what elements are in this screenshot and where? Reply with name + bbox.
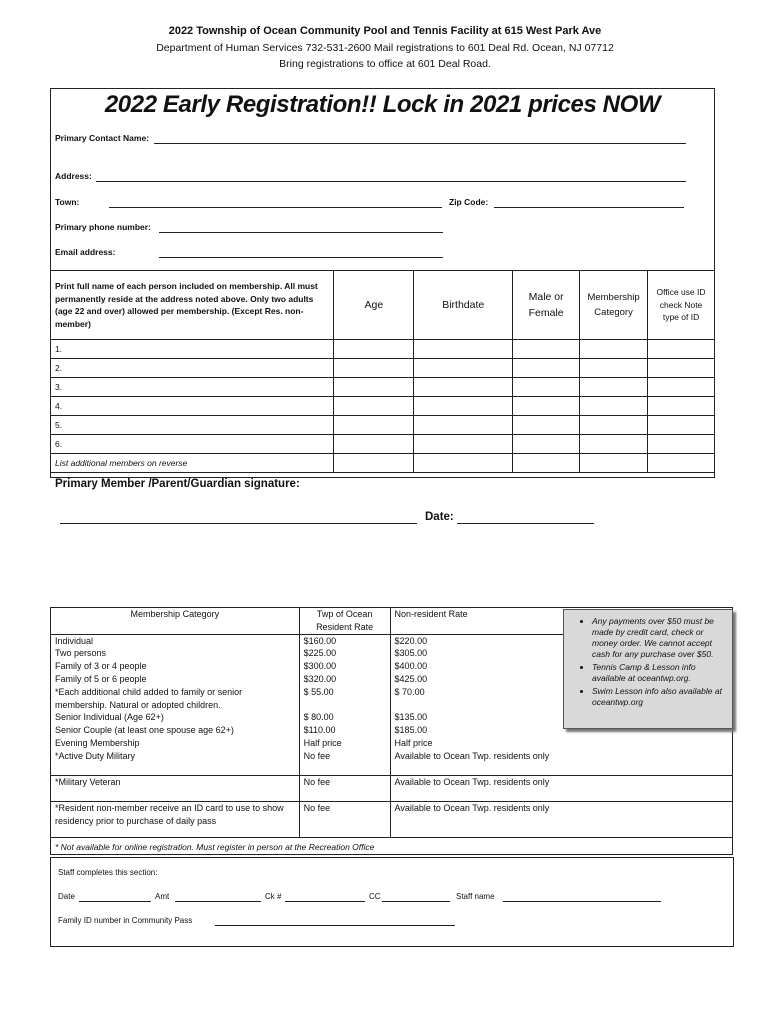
date-label: Date: bbox=[425, 511, 454, 523]
additional-members-note: List additional members on reverse bbox=[51, 454, 334, 473]
rate-nonresident: Half price bbox=[390, 737, 732, 750]
rate-category: Senior Individual (Age 62+) bbox=[51, 711, 300, 724]
members-instruction: Print full name of each person included on membership. All must permanently reside at the address noted above. Only two adults (age 22 and over) allowed per membership. (Except Res. non-member) bbox=[51, 271, 334, 340]
zip-field[interactable] bbox=[494, 197, 684, 208]
rate-category: Two persons bbox=[51, 647, 300, 660]
payment-info-callout bbox=[563, 609, 733, 729]
col-age-header: Age bbox=[334, 271, 414, 340]
rate-resident: $110.00 bbox=[299, 724, 390, 737]
address-label: Address: bbox=[55, 171, 92, 181]
rate-category: Family of 3 or 4 people bbox=[51, 660, 300, 673]
rate-resident: $300.00 bbox=[299, 660, 390, 673]
member-row-number: 4. bbox=[51, 397, 334, 416]
town-label: Town: bbox=[55, 197, 80, 207]
staff-name-field[interactable] bbox=[503, 892, 661, 902]
staff-ck-field[interactable] bbox=[285, 892, 365, 902]
town-field[interactable] bbox=[109, 197, 442, 208]
member-row-number: 6. bbox=[51, 435, 334, 454]
rate-resident: $160.00 bbox=[299, 634, 390, 647]
rate-category: *Resident non-member receive an ID card to use to show residency prior to purchase of daily pass bbox=[51, 802, 300, 838]
address-field[interactable] bbox=[96, 171, 686, 182]
staff-section bbox=[50, 857, 734, 947]
rate-resident: Half price bbox=[299, 737, 390, 750]
additional-members-row bbox=[51, 454, 715, 473]
staff-name-label: Staff name bbox=[456, 892, 495, 901]
rate-nonresident: $220.00 bbox=[390, 634, 732, 647]
rate-resident: No fee bbox=[299, 802, 390, 838]
staff-date-label: Date bbox=[58, 892, 75, 901]
rate-resident: $ 55.00 bbox=[299, 686, 390, 712]
rate-nonresident: Available to Ocean Twp. residents only bbox=[390, 776, 732, 802]
form-title: 2022 Early Registration!! Lock in 2021 prices NOW bbox=[104, 91, 661, 118]
staff-cc-label: CC bbox=[369, 892, 381, 901]
rate-category: *Each additional child added to family or senior membership. Natural or adopted children. bbox=[51, 686, 300, 712]
rate-category: Senior Couple (at least one spouse age 62+) bbox=[51, 724, 300, 737]
note-tennis: • Tennis Camp & Lesson info available at oceantwp.org. bbox=[592, 662, 728, 684]
date-field[interactable] bbox=[457, 513, 594, 524]
rates-footnote-row bbox=[51, 838, 733, 855]
phone-field[interactable] bbox=[159, 222, 443, 233]
rate-category: Individual bbox=[51, 634, 300, 647]
zip-label: Zip Code: bbox=[449, 197, 489, 207]
col-sex-header: Male or Female bbox=[513, 271, 580, 340]
primary-contact-field[interactable] bbox=[154, 133, 686, 144]
staff-ck-label: Ck # bbox=[265, 892, 282, 901]
rate-resident: No fee bbox=[299, 776, 390, 802]
header-line-1: 2022 Township of Ocean Community Pool and Tennis Facility at 615 West Park Ave bbox=[168, 25, 602, 37]
rate-category: *Active Duty Military bbox=[51, 750, 300, 776]
rate-resident: $225.00 bbox=[299, 647, 390, 660]
rate-nonresident: Available to Ocean Twp. residents only bbox=[390, 750, 732, 776]
rate-resident: No fee bbox=[299, 750, 390, 776]
col-category-header: Membership Category bbox=[580, 271, 648, 340]
family-id-label: Family ID number in Community Pass bbox=[58, 916, 193, 925]
rate-resident: $ 80.00 bbox=[299, 711, 390, 724]
email-field[interactable] bbox=[159, 247, 443, 258]
rate-nonresident: $400.00 bbox=[390, 660, 732, 673]
signature-label: Primary Member /Parent/Guardian signature: bbox=[55, 478, 300, 490]
col-birthdate-header: Birthdate bbox=[414, 271, 513, 340]
rate-category: *Military Veteran bbox=[51, 776, 300, 802]
rate-nonresident: $305.00 bbox=[390, 647, 732, 660]
member-row-number: 3. bbox=[51, 378, 334, 397]
rates-header-category: Membership Category bbox=[51, 608, 300, 635]
col-office-header: Office use ID check Note type of ID bbox=[648, 271, 715, 340]
header-line-3: Bring registrations to office at 601 Deal Road. bbox=[279, 58, 491, 70]
staff-heading: Staff completes this section: bbox=[58, 868, 158, 877]
rate-nonresident: $185.00 bbox=[390, 724, 732, 737]
rate-row bbox=[51, 802, 733, 838]
staff-amt-field[interactable] bbox=[175, 892, 261, 902]
member-row-number: 1. bbox=[51, 340, 334, 359]
rates-header-nonresident: Non-resident Rate bbox=[390, 608, 732, 635]
members-header-row bbox=[51, 271, 715, 340]
email-label: Email address: bbox=[55, 247, 116, 257]
note-swim: • Swim Lesson info also available at oceantwp.org bbox=[592, 686, 728, 708]
rates-footnote: * Not available for online registration. Must register in person at the Recreation Office bbox=[51, 838, 733, 855]
rate-row bbox=[51, 737, 733, 750]
rate-resident: $320.00 bbox=[299, 673, 390, 686]
staff-cc-field[interactable] bbox=[382, 892, 450, 902]
rate-nonresident: $ 70.00 bbox=[390, 686, 732, 712]
rate-row bbox=[51, 750, 733, 776]
member-row[interactable] bbox=[51, 416, 715, 435]
staff-amt-label: Amt bbox=[155, 892, 170, 901]
rate-nonresident: Available to Ocean Twp. residents only bbox=[390, 802, 732, 838]
member-row-number: 2. bbox=[51, 359, 334, 378]
member-row[interactable] bbox=[51, 397, 715, 416]
member-row[interactable] bbox=[51, 435, 715, 454]
member-row-number: 5. bbox=[51, 416, 334, 435]
rate-category: Family of 5 or 6 people bbox=[51, 673, 300, 686]
staff-date-field[interactable] bbox=[79, 892, 151, 902]
family-id-field[interactable] bbox=[215, 916, 455, 926]
rate-nonresident: $135.00 bbox=[390, 711, 732, 724]
members-table bbox=[50, 270, 715, 473]
member-row[interactable] bbox=[51, 340, 715, 359]
rates-header-resident: Twp of Ocean Resident Rate bbox=[299, 608, 390, 635]
member-row[interactable] bbox=[51, 378, 715, 397]
note-payment: • Any payments over $50 must be made by credit card, check or money order. We cannot accept cash for any purchase over $50. bbox=[592, 616, 728, 660]
rate-category: Evening Membership bbox=[51, 737, 300, 750]
member-row[interactable] bbox=[51, 359, 715, 378]
rate-row bbox=[51, 776, 733, 802]
rate-nonresident: $425.00 bbox=[390, 673, 732, 686]
primary-contact-label: Primary Contact Name: bbox=[55, 133, 150, 143]
signature-field[interactable] bbox=[60, 513, 417, 524]
header-line-2: Department of Human Services 732-531-2600 Mail registrations to 601 Deal Rd. Ocean, NJ 07712 bbox=[156, 42, 614, 54]
phone-label: Primary phone number: bbox=[55, 222, 151, 232]
